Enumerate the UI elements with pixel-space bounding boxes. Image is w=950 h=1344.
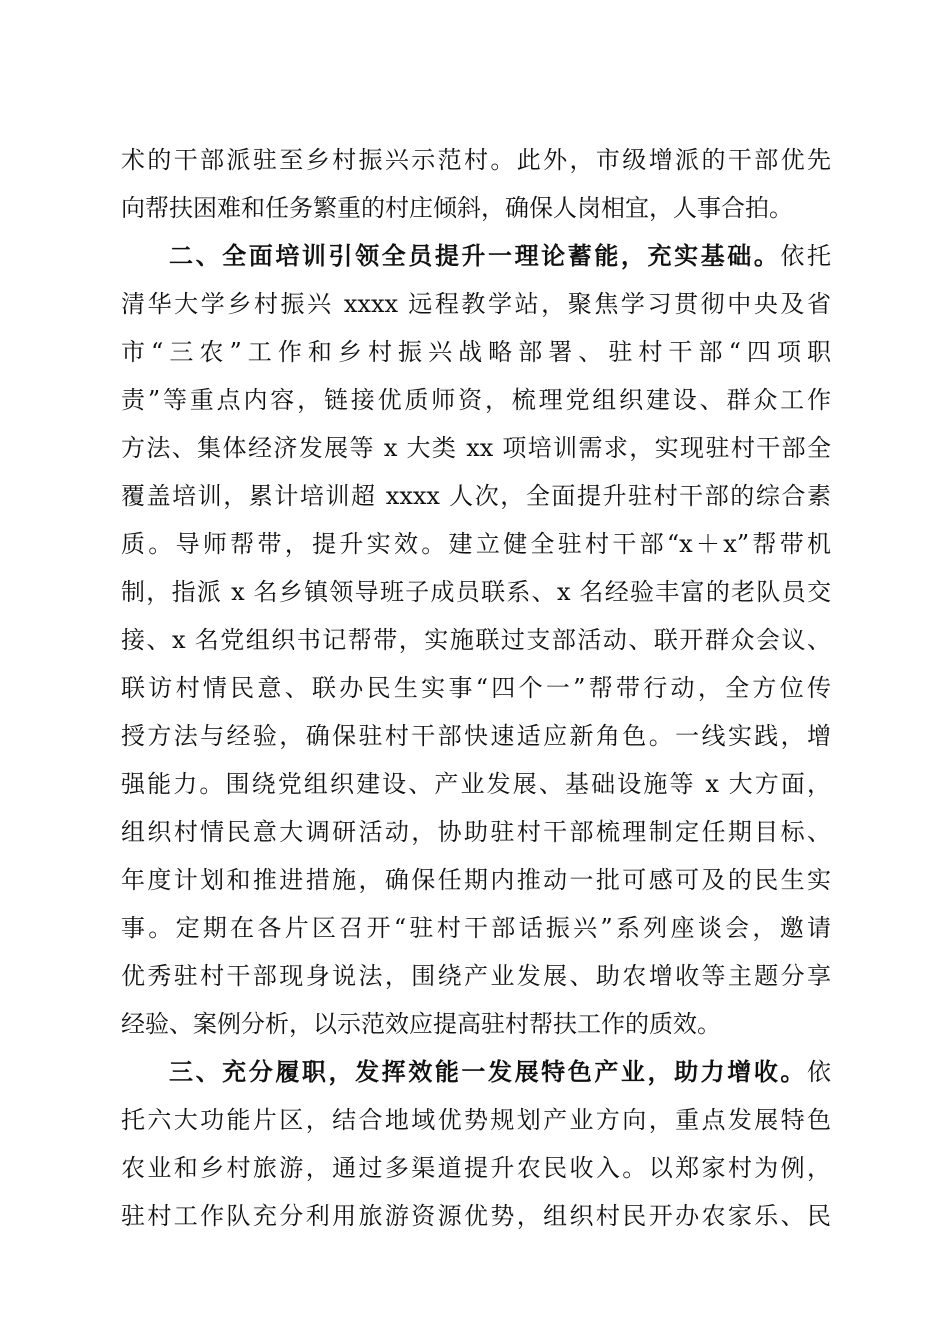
text-line: 市“三农”工作和乡村振兴战略部署、驻村干部“四项职	[121, 338, 831, 366]
text-line: 驻村工作队充分利用旅游资源优势，组织村民开办农家乐、民	[121, 1202, 831, 1230]
text-line: 托六大功能片区，结合地域优势规划产业方向，重点发展特色	[121, 1106, 831, 1134]
text-line: 制，指派 x 名乡镇领导班子成员联系、x 名经验丰富的老队员交	[121, 578, 831, 606]
text-line: 覆盖培训，累计培训超 xxxx 人次，全面提升驻村干部的综合素	[121, 482, 831, 510]
text-line: 事。定期在各片区召开“驻村干部话振兴”系列座谈会，邀请	[121, 914, 831, 942]
text-line: 接、x 名党组织书记帮带，实施联过支部活动、联开群众会议、	[121, 626, 831, 654]
text-line: 向帮扶困难和任务繁重的村庄倾斜，确保人岗相宜，人事合拍。	[121, 194, 793, 222]
text-line: 术的干部派驻至乡村振兴示范村。此外，市级增派的干部优先	[121, 146, 831, 174]
text-line: 授方法与经验，确保驻村干部快速适应新角色。一线实践，增	[121, 722, 831, 750]
text-line: 经验、案例分析，以示范效应提高驻村帮扶工作的质效。	[121, 1010, 721, 1038]
section-heading: 三、充分履职，发挥效能一发展特色产业，助力增收。	[169, 1058, 807, 1086]
text-line: 年度计划和推进措施，确保任期内推动一批可感可及的民生实	[121, 866, 831, 894]
text-line: 联访村情民意、联办民生实事“四个一”帮带行动，全方位传	[121, 674, 831, 702]
text-line: 责”等重点内容，链接优质师资，梳理党组织建设、群众工作	[121, 386, 831, 414]
text-line: 强能力。围绕党组织建设、产业发展、基础设施等 x 大方面，	[121, 770, 831, 798]
text-line: 清华大学乡村振兴 xxxx 远程教学站，聚焦学习贯彻中央及省	[121, 290, 831, 318]
section-heading-line	[169, 236, 831, 276]
section-heading: 二、全面培训引领全员提升一理论蓄能，充实基础。	[169, 242, 781, 270]
text-line: 组织村情民意大调研活动，协助驻村干部梳理制定任期目标、	[121, 818, 831, 846]
section-heading-line	[169, 1052, 831, 1092]
text-run: 依托	[780, 242, 832, 270]
text-line: 农业和乡村旅游，通过多渠道提升农民收入。以郑家村为例，	[121, 1154, 831, 1182]
text-run: 依	[807, 1058, 831, 1086]
text-line: 方法、集体经济发展等 x 大类 xx 项培训需求，实现驻村干部全	[121, 434, 831, 462]
text-line: 质。导师帮带，提升实效。建立健全驻村干部“x＋x”帮带机	[121, 530, 831, 558]
text-line: 优秀驻村干部现身说法，围绕产业发展、助农增收等主题分享	[121, 962, 831, 990]
